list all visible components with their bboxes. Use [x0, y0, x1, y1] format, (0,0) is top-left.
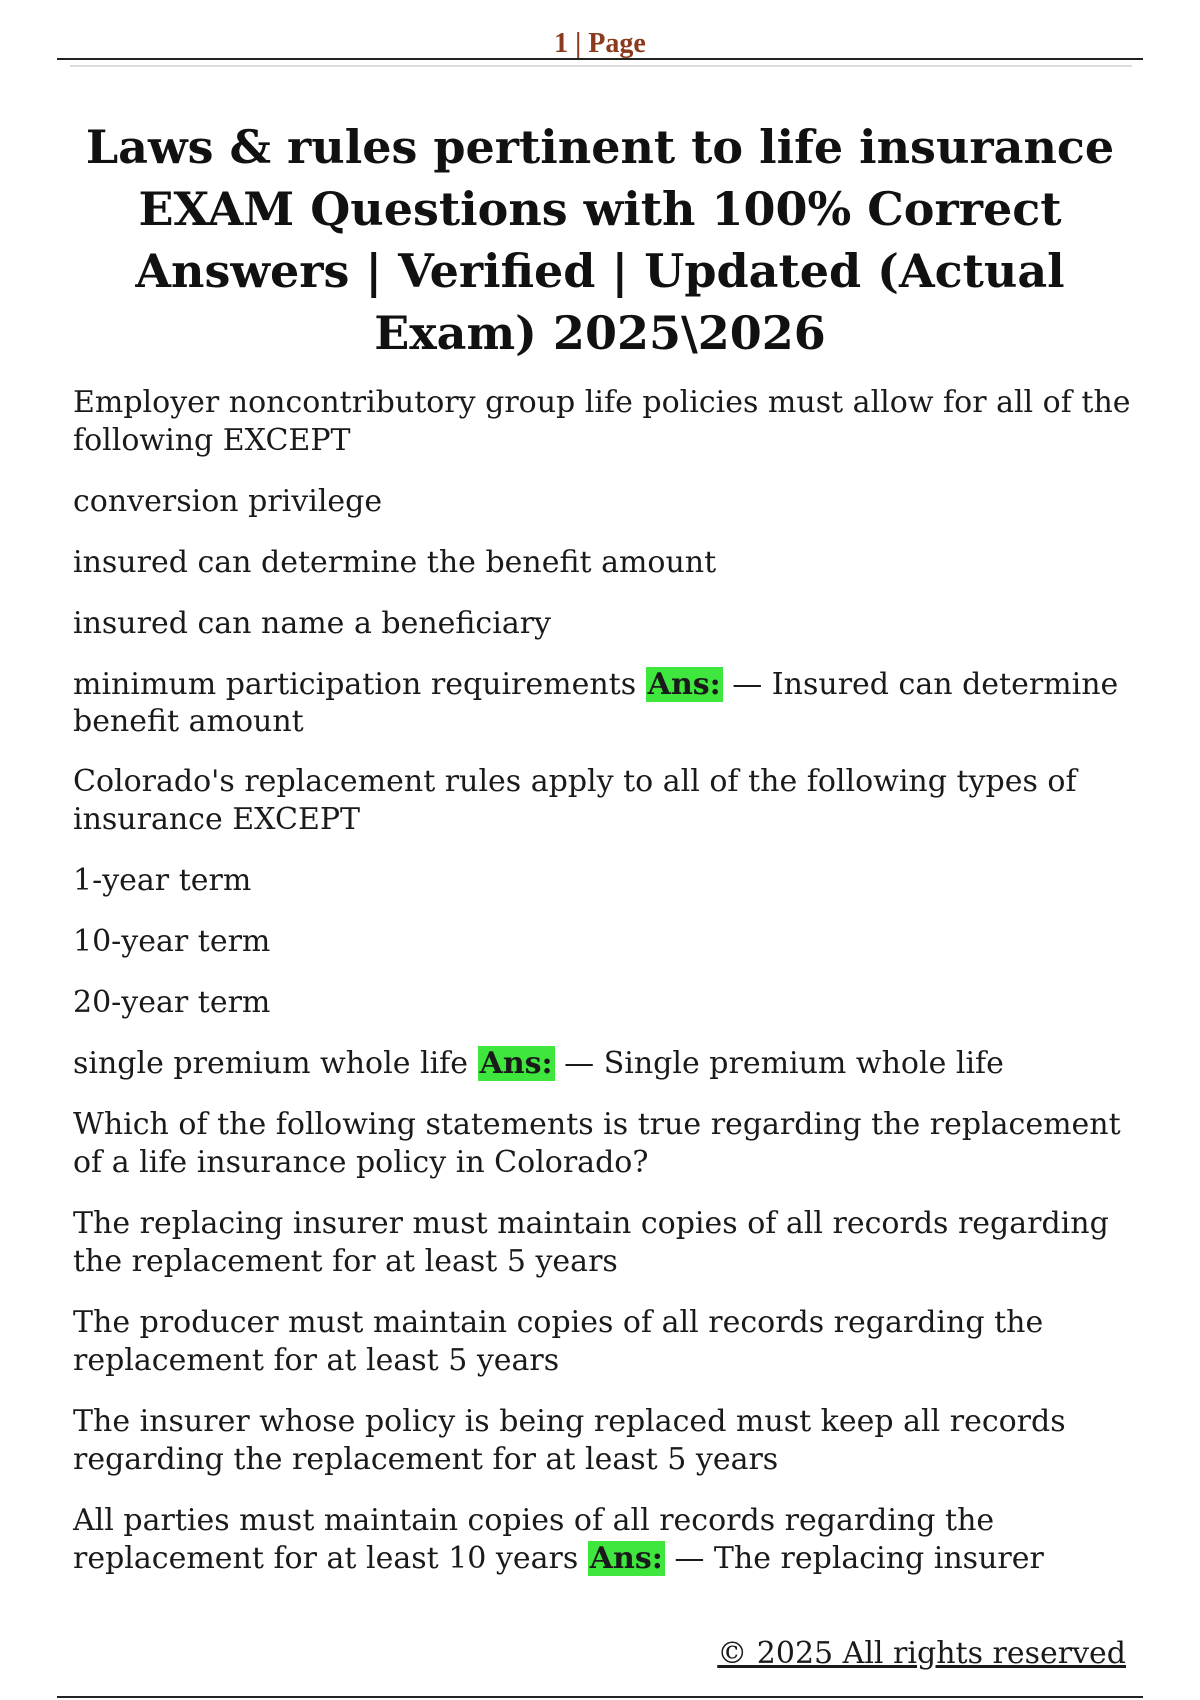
- paragraph-text: insured can name a beneficiary: [73, 606, 551, 641]
- header-divider: [70, 65, 1132, 67]
- paragraph-text: The producer must maintain copies of all records regarding the replacement for at least 5 years: [73, 1305, 1044, 1378]
- option-paragraph: [73, 862, 1133, 900]
- question-paragraph: [73, 1106, 1133, 1182]
- page-number-label: 1 | Page: [554, 28, 646, 59]
- paragraph-text: 10-year term: [73, 924, 271, 959]
- page-footer: [57, 1634, 1143, 1698]
- option-paragraph: [73, 1205, 1133, 1281]
- answer-paragraph: [73, 1502, 1133, 1578]
- answer-paragraph: [73, 1045, 1133, 1083]
- paragraph-text: conversion privilege: [73, 484, 383, 519]
- paragraph-text: insured can determine the benefit amount: [73, 545, 717, 580]
- paragraph-text: All parties must maintain copies of all records regarding the replacement for at least 10 years: [73, 1503, 995, 1576]
- answer-text: — Insured can determine benefit amount: [73, 667, 1119, 739]
- paragraph-text: 20-year term: [73, 985, 271, 1020]
- paragraph-text: 1-year term: [73, 863, 252, 898]
- answer-label: Ans:: [589, 1541, 663, 1576]
- option-paragraph: [73, 984, 1133, 1022]
- document-body: [73, 384, 1133, 1601]
- question-paragraph: [73, 763, 1133, 839]
- option-paragraph: [73, 605, 1133, 643]
- option-paragraph: [73, 483, 1133, 521]
- question-paragraph: [73, 384, 1133, 460]
- copyright-notice: © 2025 All rights reserved: [717, 1636, 1126, 1671]
- paragraph-text: The insurer whose policy is being replaced must keep all records regarding the replacement for at least 5 years: [73, 1404, 1066, 1477]
- paragraph-text: minimum participation requirements: [73, 667, 646, 702]
- paragraph-text: The replacing insurer must maintain copies of all records regarding the replacement for at least 5 years: [73, 1206, 1109, 1279]
- answer-text: — Single premium whole life: [554, 1046, 1004, 1081]
- answer-label: Ans:: [647, 667, 721, 702]
- option-paragraph: [73, 544, 1133, 582]
- answer-paragraph: [73, 666, 1133, 740]
- answer-label: Ans:: [479, 1046, 553, 1081]
- paragraph-text: single premium whole life: [73, 1046, 478, 1081]
- option-paragraph: [73, 923, 1133, 961]
- page-header: [57, 22, 1143, 60]
- option-paragraph: [73, 1403, 1133, 1479]
- paragraph-text: Which of the following statements is true regarding the replacement of a life insurance policy in Colorado?: [73, 1107, 1121, 1180]
- paragraph-text: Colorado's replacement rules apply to all of the following types of insurance EXCEPT: [73, 764, 1077, 837]
- answer-text: — The replacing insurer: [664, 1541, 1044, 1576]
- paragraph-text: Employer noncontributory group life policies must allow for all of the following EXCEPT: [73, 385, 1131, 458]
- document-title: Laws & rules pertinent to life insurance EXAM Questions with 100% Correct Answers | Verified | Updated (Actual Exam) 2025\2026: [85, 120, 1115, 360]
- option-paragraph: [73, 1304, 1133, 1380]
